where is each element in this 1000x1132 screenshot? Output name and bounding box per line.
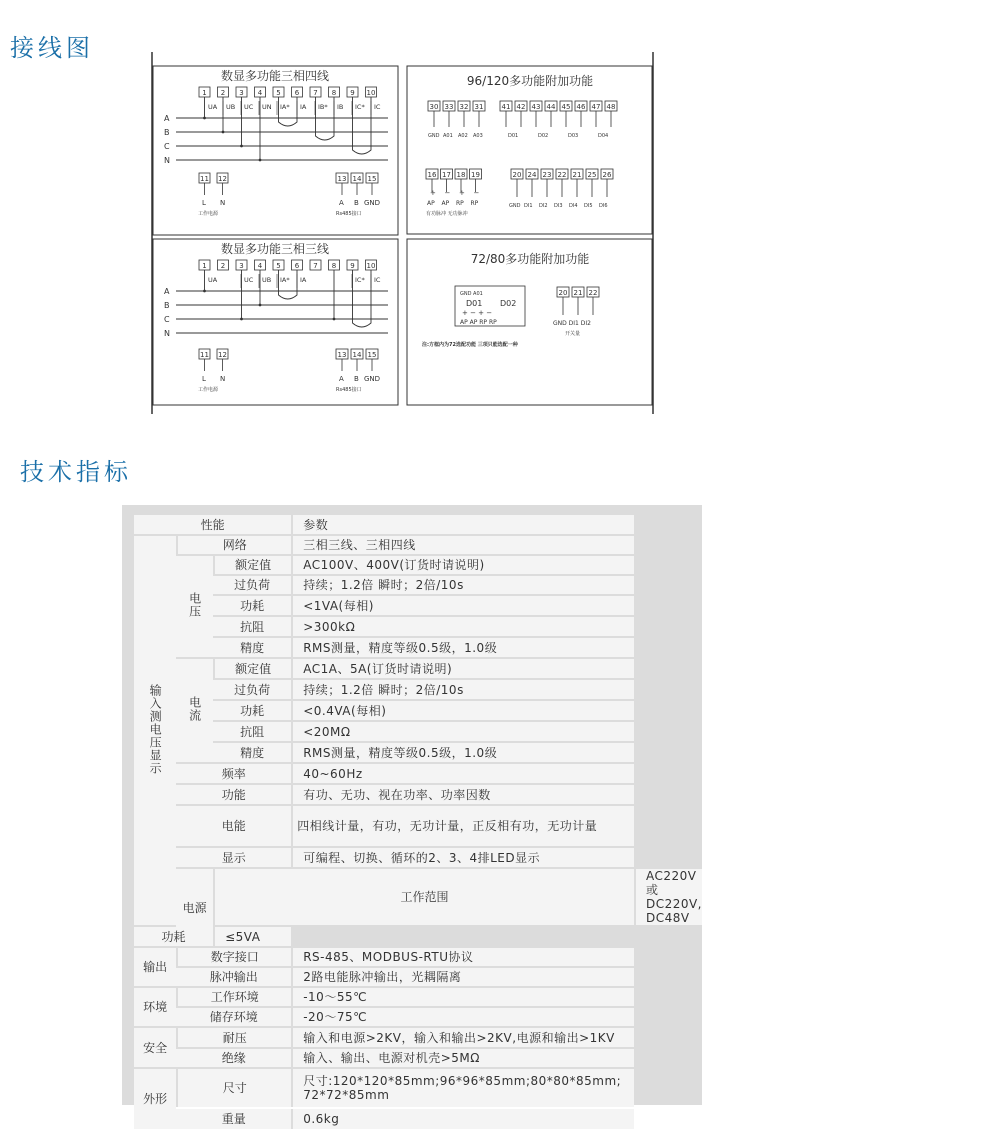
row-value: AC220V或DC220V, DC48V (634, 869, 702, 925)
terminal-number: 43 (531, 103, 541, 111)
row-label: 抗阻 (213, 617, 291, 636)
terminal-number: 32 (459, 103, 469, 111)
panel4-note: 注:方框内为72选配功能 三项只能选配一种 (422, 342, 518, 348)
terminal-number: 6 (294, 89, 300, 97)
terminal-number: 17 (442, 171, 451, 179)
terminal-label: DI5 (584, 203, 593, 209)
terminal-number: 1 (202, 89, 207, 97)
row-label: 频率 (176, 764, 291, 783)
rs485-label: A (339, 375, 344, 383)
terminal-label: GND (428, 133, 440, 139)
row-value: 输入、输出、电源对机壳>5MΩ (291, 1049, 634, 1067)
terminal-label: D01 (508, 133, 519, 139)
terminal-label: D02 (538, 133, 549, 139)
terminal-number: 15 (367, 351, 377, 359)
row-value: 可编程、切换、循环的2、3、4排LED显示 (291, 848, 634, 867)
panel4-di-labels: GND DI1 DI2 (553, 320, 591, 327)
rs485-label: GND (364, 375, 381, 383)
panel-three-phase-three-wire (153, 239, 398, 405)
rs485-label: GND (364, 199, 381, 207)
row-value: 三相三线、三相四线 (291, 536, 634, 554)
terminal-number: 10 (366, 89, 376, 97)
table-row (134, 659, 702, 678)
terminal-number: 9 (350, 262, 355, 270)
terminal-number: 8 (331, 262, 337, 270)
terminal-label: UB (226, 103, 236, 111)
terminal-number: 14 (352, 351, 362, 359)
terminal-label: D04 (598, 133, 609, 139)
row-value: 四相线计量，有功，无功计量，正反相有功，无功计量 (291, 806, 634, 846)
terminal-label: IA (300, 276, 307, 284)
table-row (134, 1069, 702, 1107)
polarity-sign: − (473, 189, 480, 197)
terminal-number: 12 (218, 351, 227, 359)
table-row (134, 968, 702, 986)
terminal-label: IA (300, 103, 307, 111)
row-label: 额定值 (213, 659, 291, 678)
terminal-number: 2 (220, 262, 226, 270)
row-value: 持续；1.2倍 瞬时；2倍/10s (291, 576, 634, 594)
terminal-number: 22 (588, 289, 598, 297)
row-value: <1VA(每相) (291, 596, 634, 615)
table-row (134, 536, 702, 554)
phase-label: N (164, 329, 170, 338)
row-value: >300kΩ (291, 617, 634, 636)
junction-dot (203, 117, 206, 120)
terminal-number: 33 (444, 103, 454, 111)
phase-label: B (164, 128, 170, 137)
input-category: 输入测电压显示 (134, 536, 176, 925)
row-label: 额定值 (213, 556, 291, 574)
terminal-label: IC* (355, 276, 365, 284)
terminal-number: 13 (337, 175, 347, 183)
terminal-number: 4 (257, 89, 263, 97)
power-category: 电源 (176, 869, 213, 946)
terminal-number: 25 (587, 171, 597, 179)
terminal-label: UC (244, 276, 254, 284)
panel1-title: 数显多功能三相四线 (220, 69, 330, 83)
terminal-number: 31 (474, 103, 484, 111)
terminal-label: DI1 (524, 203, 533, 209)
table-row (134, 701, 702, 720)
terminal-label: IA* (280, 103, 290, 111)
size-line-1: 尺寸:120*120*85mm;96*96*85mm;80*80*85mm; (303, 1074, 622, 1088)
phase-label: N (164, 156, 170, 165)
row-value: 输入和电源>2KV，输入和输出>2KV,电源和输出>1KV (291, 1028, 634, 1047)
terminal-number: 22 (557, 171, 567, 179)
row-label: 功耗 (213, 701, 291, 720)
output-category: 输出 (134, 948, 176, 986)
row-value: 持续；1.2倍 瞬时；2倍/10s (291, 680, 634, 699)
terminal-number: 11 (200, 351, 209, 359)
row-label: 电能 (176, 806, 291, 846)
table-row (134, 988, 702, 1006)
header-performance: 性能 (134, 515, 291, 534)
terminal-label: RP (456, 200, 464, 207)
row-label: 功耗 (213, 596, 291, 615)
environment-category: 环境 (134, 988, 176, 1026)
power-label: N (220, 375, 226, 383)
wiring-diagram (150, 52, 655, 414)
panel3-pulse-caption: 有功脉冲 无功脉冲 (426, 211, 468, 217)
table-row (134, 596, 702, 615)
row-label: 尺寸 (176, 1069, 291, 1107)
junction-dot (240, 318, 243, 321)
table-row (134, 576, 702, 594)
row-value: <0.4VA(每相) (291, 701, 634, 720)
rs485-label: A (339, 199, 344, 207)
row-label: 储存环境 (176, 1008, 291, 1026)
terminal-number: 6 (294, 262, 300, 270)
row-label: 过负荷 (213, 576, 291, 594)
header-parameter: 参数 (291, 515, 634, 534)
table-row (134, 927, 702, 946)
terminal-number: 42 (516, 103, 526, 111)
terminal-label: DI4 (569, 203, 578, 209)
row-label: 数字接口 (176, 948, 291, 966)
row-value: -10～55℃ (291, 988, 634, 1006)
row-value: 2路电能脉冲输出，光耦隔离 (291, 968, 634, 986)
terminal-label: UA (208, 276, 218, 284)
terminal-number: 3 (239, 89, 244, 97)
terminal-label: D03 (568, 133, 579, 139)
terminal-label: A02 (458, 133, 468, 139)
terminal-number: 14 (352, 175, 362, 183)
terminal-number: 41 (501, 103, 511, 111)
panel4-switch-caption: 开关量 (565, 331, 581, 337)
row-value: RMS测量，精度等级0.5级，1.0级 (291, 743, 634, 762)
row-label: 绝缘 (176, 1049, 291, 1067)
row-value: <20MΩ (291, 722, 634, 741)
panel3-title: 96/120多功能附加功能 (466, 74, 594, 88)
row-label: 脉冲输出 (176, 968, 291, 986)
phase-label: A (164, 287, 170, 296)
terminal-label: DI6 (599, 203, 608, 209)
terminal-number: 8 (331, 89, 337, 97)
panel-three-phase-four-wire (153, 66, 398, 235)
row-label: 过负荷 (213, 680, 291, 699)
row-label: 精度 (213, 743, 291, 762)
terminal-label: IB* (318, 103, 328, 111)
terminal-label: IC (374, 276, 381, 284)
rs485-caption: Rs485接口 (336, 211, 362, 217)
panel-72-80-extra (407, 239, 652, 405)
row-label: 精度 (213, 638, 291, 657)
row-label: 显示 (176, 848, 291, 867)
table-row (134, 848, 702, 867)
terminal-label: A01 (443, 133, 453, 139)
terminal-number: 7 (313, 262, 318, 270)
row-value: RMS测量，精度等级0.5级，1.0级 (291, 638, 634, 657)
terminal-number: 46 (576, 103, 586, 111)
terminal-number: 47 (591, 103, 601, 111)
panel4-box-d01: D01 (466, 299, 483, 308)
rs485-label: B (354, 375, 359, 383)
power-caption: 工作电源 (198, 387, 219, 393)
row-value: 有功、无功、视在功率、功率因数 (291, 785, 634, 804)
row-value: 40~60Hz (291, 764, 634, 783)
panel2-title: 数显多功能三相三线 (220, 242, 330, 256)
table-row (134, 806, 702, 846)
table-row (134, 680, 702, 699)
row-label: 工作环境 (176, 988, 291, 1006)
terminal-number: 21 (573, 289, 583, 297)
terminal-number: 16 (427, 171, 437, 179)
wiring-section-title: 接线图 (10, 34, 94, 62)
terminal-label: AP (441, 200, 450, 207)
table-row (134, 1109, 702, 1129)
row-value: -20～75℃ (291, 1008, 634, 1026)
current-category: 电流 (176, 659, 213, 762)
terminal-number: 20 (558, 289, 568, 297)
row-value: AC1A、5A(订货时请说明) (291, 659, 634, 678)
row-label: 网络 (176, 536, 291, 554)
polarity-sign: + (430, 189, 436, 197)
rs485-caption: Rs485接口 (336, 387, 362, 393)
terminal-number: 12 (218, 175, 227, 183)
terminal-number: 13 (337, 351, 347, 359)
junction-dot (203, 290, 206, 293)
row-label: 抗阻 (213, 722, 291, 741)
junction-dot (259, 304, 262, 307)
terminal-number: 5 (276, 89, 281, 97)
table-row (134, 764, 702, 783)
power-caption: 工作电源 (198, 211, 219, 217)
row-value: 0.6kg (291, 1109, 634, 1129)
panel4-box-signs: + − + − (462, 309, 493, 317)
table-row (134, 515, 702, 534)
row-label: 功能 (176, 785, 291, 804)
spec-section-title: 技术指标 (20, 458, 132, 486)
terminal-label: UN (262, 103, 272, 111)
row-value: RS-485、MODBUS-RTU协议 (291, 948, 634, 966)
panel4-box-header: GND A01 (460, 291, 483, 297)
rs485-label: B (354, 199, 359, 207)
terminal-number: 21 (572, 171, 582, 179)
phase-label: C (164, 142, 170, 151)
terminal-label: IB (337, 103, 344, 111)
panel-96-120-extra (407, 66, 652, 234)
row-label: 耐压 (176, 1028, 291, 1047)
size-line-2: 72*72*85mm (303, 1088, 390, 1102)
table-row (134, 638, 702, 657)
power-label: N (220, 199, 226, 207)
terminal-number: 20 (512, 171, 522, 179)
terminal-label: IC* (355, 103, 365, 111)
terminal-label: DI2 (539, 203, 548, 209)
row-value: AC100V、400V(订货时请说明) (291, 556, 634, 574)
junction-dot (222, 131, 225, 134)
row-value: ≤5VA (213, 927, 291, 946)
terminal-number: 5 (276, 262, 281, 270)
table-row (134, 1049, 702, 1067)
terminal-number: 10 (366, 262, 376, 270)
terminal-number: 11 (200, 175, 209, 183)
terminal-number: 2 (220, 89, 226, 97)
terminal-number: 23 (542, 171, 552, 179)
terminal-label: UC (244, 103, 254, 111)
power-label: L (202, 375, 206, 383)
junction-dot (240, 145, 243, 148)
terminal-number: 45 (561, 103, 571, 111)
safety-category: 安全 (134, 1028, 176, 1067)
table-row (134, 743, 702, 762)
panel4-box-labels: AP AP RP RP (460, 319, 497, 326)
row-label: 重量 (176, 1109, 291, 1129)
table-row (134, 722, 702, 741)
terminal-label: RP (470, 200, 479, 207)
panel4-title: 72/80多功能附加功能 (470, 252, 590, 266)
polarity-sign: − (444, 189, 451, 197)
table-row (134, 948, 702, 966)
terminal-number: 9 (350, 89, 355, 97)
panel4-box-d02: D02 (500, 299, 517, 308)
terminal-number: 18 (456, 171, 466, 179)
spec-table-panel (122, 505, 702, 1126)
terminal-number: 15 (367, 175, 377, 183)
table-row (134, 556, 702, 574)
row-label: 工作范围 (213, 869, 634, 925)
shape-category: 外形 (134, 1069, 176, 1129)
table-row (134, 1028, 702, 1047)
junction-dot (259, 159, 262, 162)
phase-label: C (164, 315, 170, 324)
terminal-number: 4 (257, 262, 263, 270)
table-row (134, 869, 702, 925)
spec-table (134, 513, 702, 1131)
table-row (134, 617, 702, 636)
terminal-label: DI3 (554, 203, 563, 209)
junction-dot (333, 318, 336, 321)
terminal-number: 44 (546, 103, 556, 111)
phase-label: A (164, 114, 170, 123)
power-label: L (202, 199, 206, 207)
terminal-number: 24 (527, 171, 537, 179)
polarity-sign: + (459, 189, 465, 197)
terminal-number: 1 (202, 262, 207, 270)
table-row (134, 785, 702, 804)
voltage-category: 电压 (176, 556, 213, 657)
terminal-label: IA* (280, 276, 290, 284)
terminal-label: GND (509, 203, 521, 209)
terminal-number: 48 (606, 103, 616, 111)
terminal-number: 19 (471, 171, 480, 179)
terminal-number: 7 (313, 89, 318, 97)
terminal-label: AP (427, 200, 435, 207)
terminal-label: UB (262, 276, 272, 284)
terminal-number: 30 (429, 103, 439, 111)
terminal-label: A03 (473, 133, 483, 139)
row-value (291, 1069, 634, 1107)
terminal-number: 26 (602, 171, 612, 179)
table-row (134, 1008, 702, 1026)
terminal-label: IC (374, 103, 381, 111)
phase-label: B (164, 301, 170, 310)
terminal-label: UA (208, 103, 218, 111)
row-label: 功耗 (134, 927, 213, 946)
terminal-number: 3 (239, 262, 244, 270)
